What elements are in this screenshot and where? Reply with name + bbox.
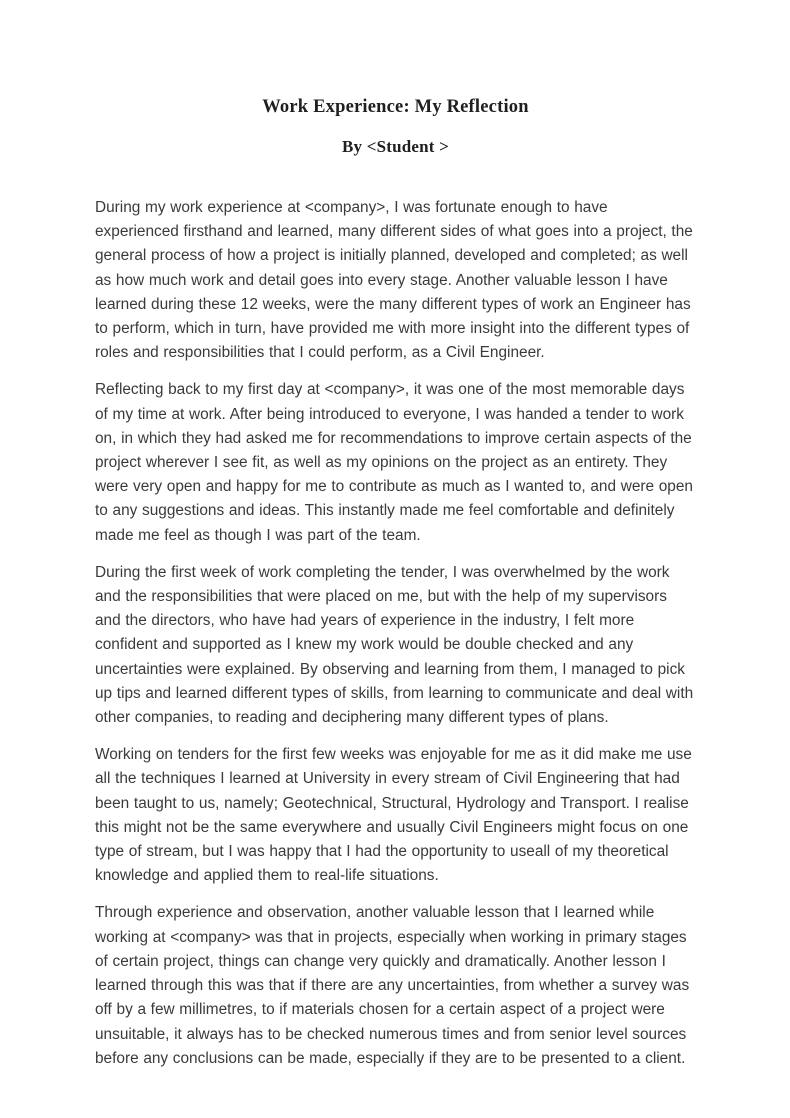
paragraph-4: Working on tenders for the first few weeks was enjoyable for me as it did make me use all the techniques I learned at University in every stream of Civil Engineering that had been taught to us, namely; Geotechnical, Structural, Hydrology and Transport. I realise this might not be the same everywhere and usually Civil Engineers might focus on one type of stream, but I was happy that I had the opportunity to useall of my theoretical knowledge and applied them to real-life situations.	[95, 746, 692, 885]
document-body	[95, 196, 696, 1071]
document-byline: By <Student >	[342, 137, 449, 156]
paragraph-3: During the first week of work completing the tender, I was overwhelmed by the work and the responsibilities that were placed on me, but with the help of my supervisors and the directors, who have had years of experience in the industry, I felt more confident and supported as I knew my work would be double checked and any uncertainties were explained. By observing and learning from them, I managed to pick up tips and learned different types of skills, from learning to communicate and deal with other companies, to reading and deciphering many different types of plans.	[95, 563, 694, 727]
paragraph-1: During my work experience at <company>, I was fortunate enough to have experienced firsthand and learned, many different sides of what goes into a project, the general process of how a project is initially planned, developed and completed; as well as how much work and detail goes into every stage. Another valuable lesson I have learned during these 12 weeks, were the many different types of work an Engineer has to perform, which in turn, have provided me with more insight into the different types of roles and responsibilities that I could perform, as a Civil Engineer.	[95, 199, 693, 362]
paragraph-2: Reflecting back to my first day at <company>, it was one of the most memorable days of my time at work. After being introduced to everyone, I was handed a tender to work on, in which they had asked me for recommendations to improve certain aspects of the project wherever I see fit, as well as my opinions on the project as an entirety. They were very open and happy for me to contribute as much as I wanted to, and were open to any suggestions and ideas. This instantly made me feel comfortable and definitely made me feel as though I was part of the team.	[95, 381, 693, 544]
paragraph-5: Through experience and observation, another valuable lesson that I learned while working at <company> was that in projects, especially when working in primary stages of certain project, things can change very quickly and dramatically. Another lesson I learned through this was that if there are any uncertainties, from whether a survey was off by a few millimetres, to if materials chosen for a certain aspect of a project were unsuitable, it always has to be checked numerous times and from senior level sources before any conclusions can be made, especially if they are to be presented to a client.	[95, 904, 690, 1067]
document-title: Work Experience: My Reflection	[262, 97, 529, 117]
